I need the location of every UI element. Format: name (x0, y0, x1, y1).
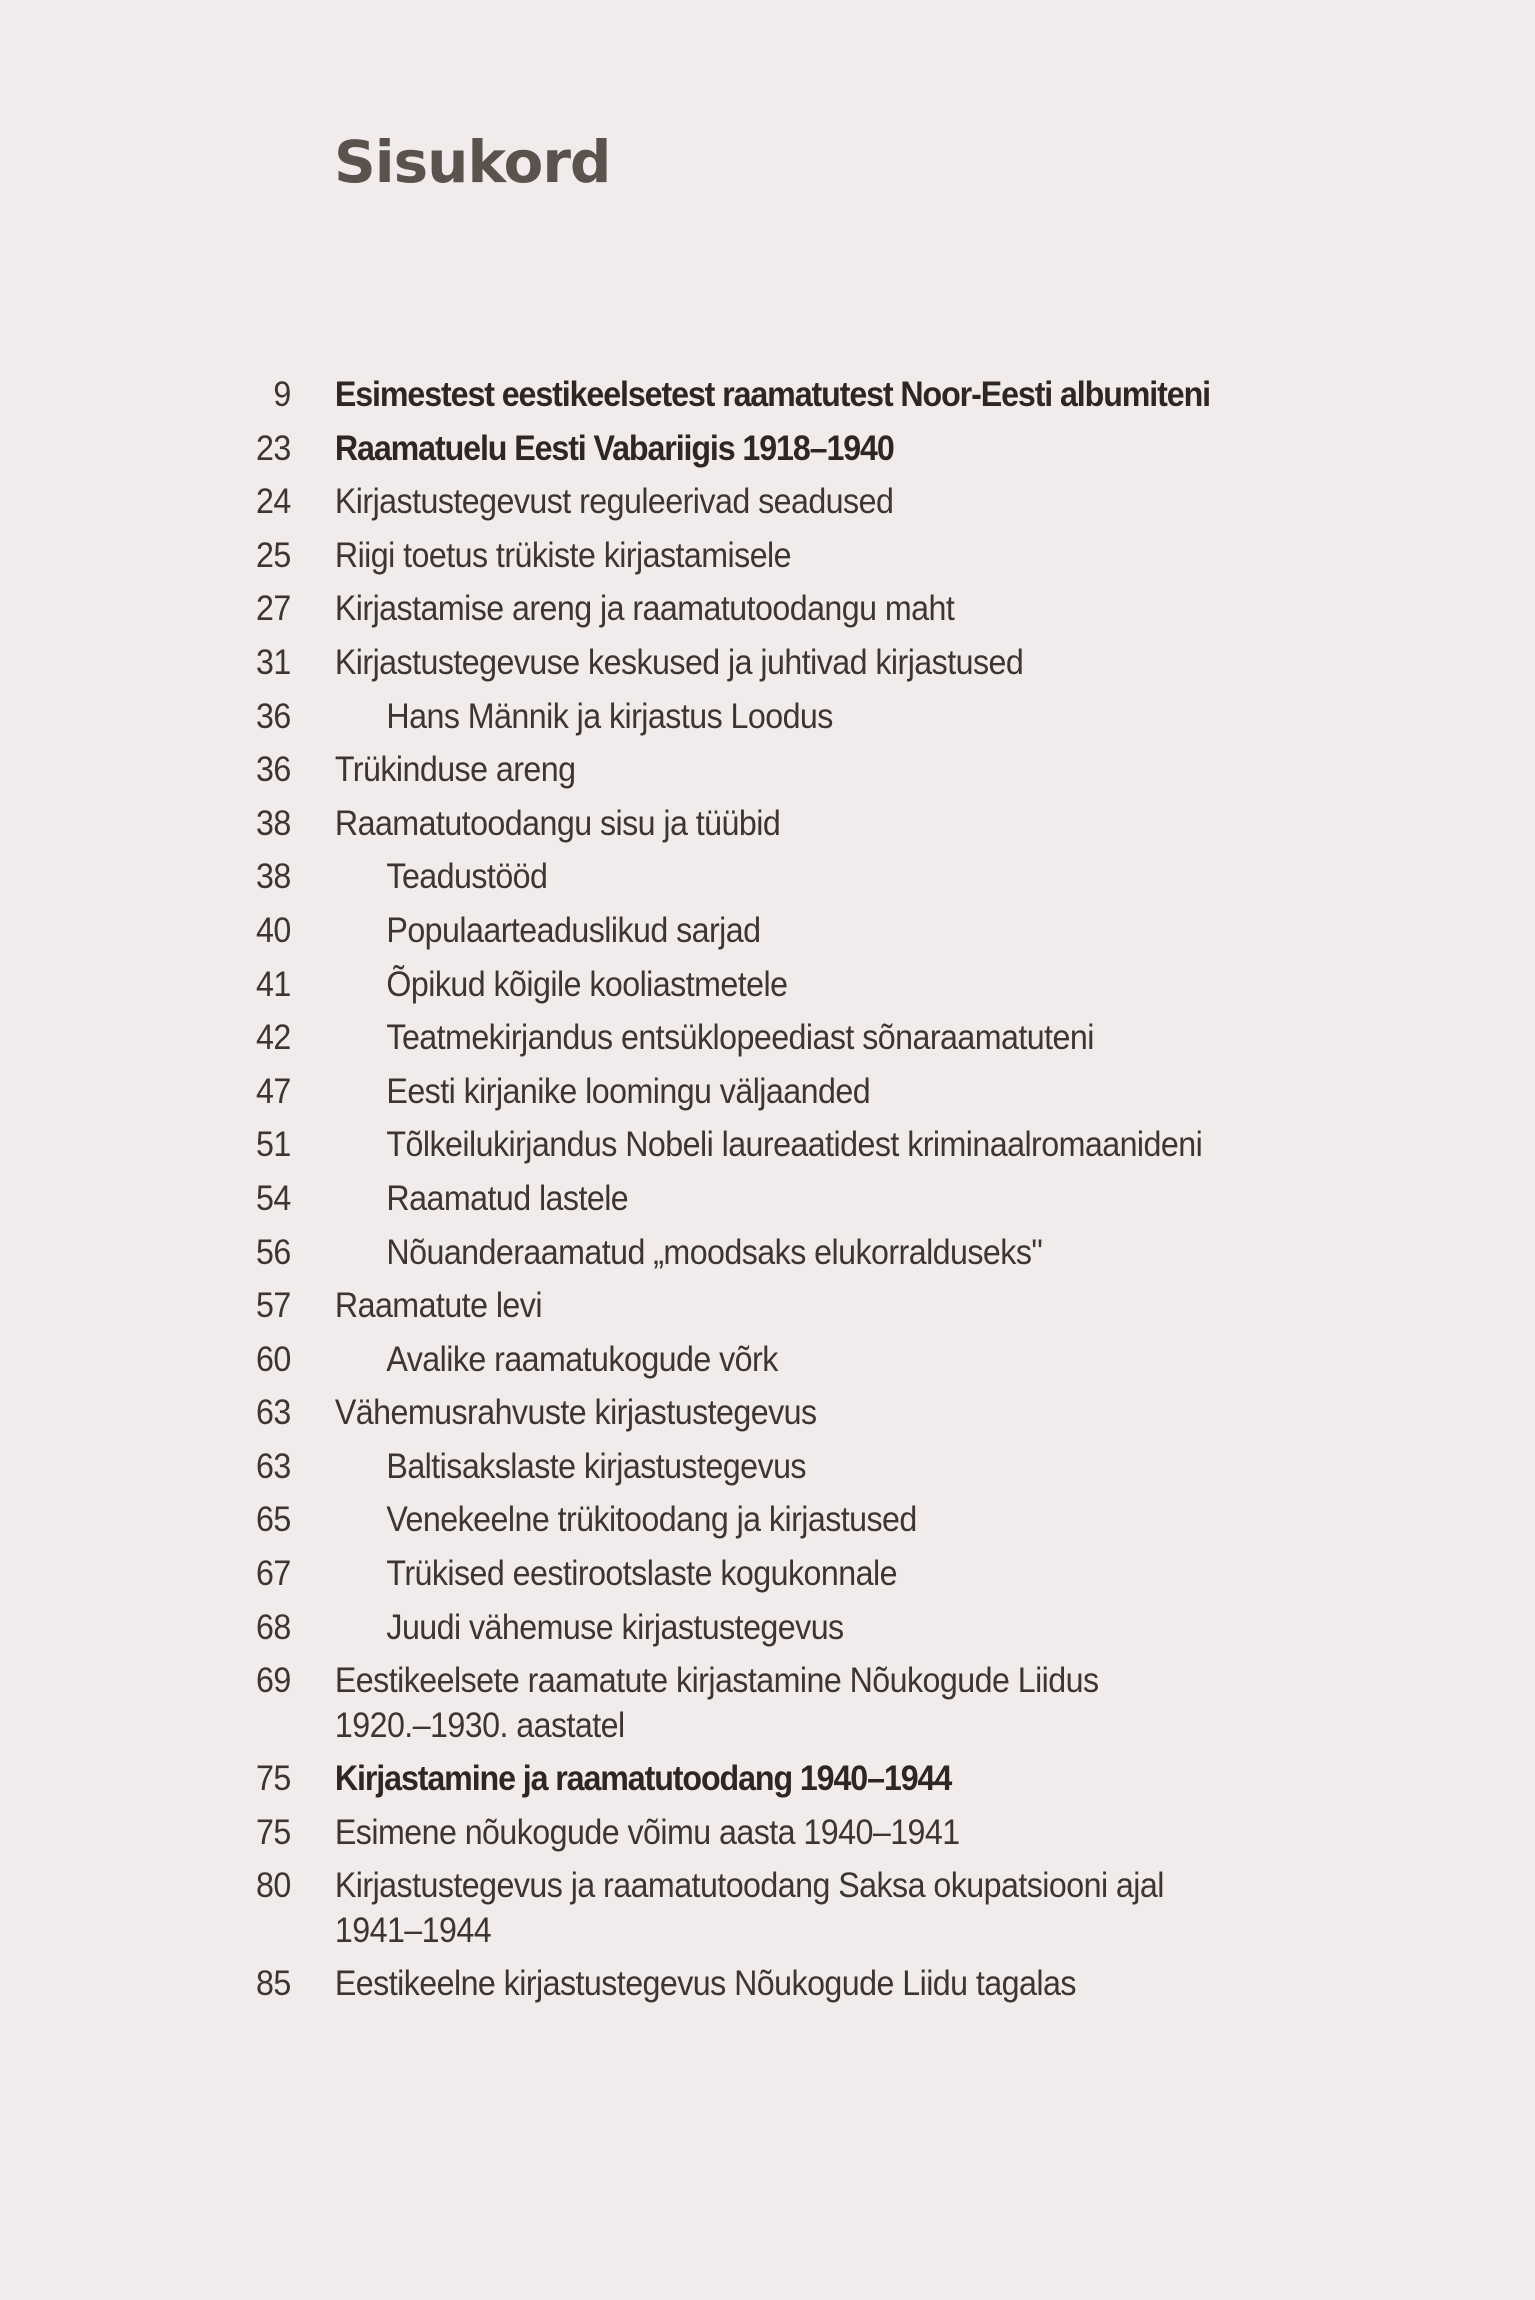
toc-entry-title-line: Teadustööd (386, 857, 548, 897)
toc-subentry (230, 1122, 1334, 1176)
toc-entry (230, 1810, 1334, 1864)
toc-entry-title-line: Raamatute levi (334, 1286, 542, 1326)
toc-entry-title (291, 1015, 1094, 1060)
toc-page-number: 42 (256, 1018, 291, 1058)
toc-page-number: 36 (256, 750, 291, 790)
toc-entry (230, 1863, 1334, 1961)
toc-entry-title-line: Trükised eestirootslaste kogukonnale (386, 1554, 897, 1594)
toc-entry (230, 479, 1334, 533)
toc-page-number: 41 (256, 964, 291, 1004)
toc-page-number: 38 (256, 803, 291, 843)
toc-entry-title-line: Nõuanderaamatud „moodsaks elukorralduseks" (386, 1232, 1043, 1272)
toc-entry-title (291, 1337, 778, 1382)
toc-entry-title-line: Teatmekirjandus entsüklopeediast sõnaraamatuteni (386, 1018, 1094, 1058)
toc-entry-title (291, 1497, 917, 1542)
toc-page-number: 56 (256, 1232, 291, 1272)
toc-page-number: 69 (256, 1661, 291, 1701)
toc-page-number: 27 (256, 589, 291, 629)
toc-page-number: 47 (256, 1071, 291, 1111)
toc-subentry (230, 1551, 1334, 1605)
toc-entry-title (291, 372, 1210, 417)
toc-entry-title-line: Hans Männik ja kirjastus Loodus (386, 696, 833, 736)
toc-entry-title-continuation: 1941–1944 (334, 1911, 492, 1951)
toc-entry-title (291, 908, 761, 953)
toc-entry-title-line: Populaarteaduslikud sarjad (386, 910, 761, 950)
toc-entry-title (291, 533, 791, 578)
toc-entry (230, 640, 1334, 694)
toc-page-number: 54 (256, 1178, 291, 1218)
toc-entry-title-continuation: 1920.–1930. aastatel (334, 1706, 625, 1746)
toc-page-number: 36 (256, 696, 291, 736)
toc-subentry (230, 1337, 1334, 1391)
toc-entry-title-line: Raamatud lastele (386, 1178, 629, 1218)
toc-page-number: 67 (256, 1554, 291, 1594)
toc-entry-title (291, 1390, 817, 1435)
toc-entry-title (291, 1551, 897, 1596)
toc-entry (230, 1961, 1334, 2015)
toc-entry-title (291, 1122, 1202, 1167)
toc-entry-title-line: Trükinduse areng (334, 750, 576, 790)
toc-entry-title (291, 1605, 844, 1650)
toc-entry (230, 1658, 1334, 1756)
toc-page-number: 40 (256, 910, 291, 950)
toc-subentry (230, 694, 1334, 748)
toc-page-number: 85 (256, 1964, 291, 2004)
toc-entry-title-line: Venekeelne trükitoodang ja kirjastused (386, 1500, 917, 1540)
toc-subentry (230, 1230, 1334, 1284)
toc-page-number: 9 (273, 375, 291, 414)
toc-subentry (230, 1605, 1334, 1659)
toc-entry-title (291, 1444, 806, 1489)
toc-page-number: 23 (256, 428, 291, 468)
toc-entry-title-line: Riigi toetus trükiste kirjastamisele (334, 535, 792, 575)
toc-page-number: 38 (256, 857, 291, 897)
toc-page-number: 60 (256, 1339, 291, 1379)
toc-entry-title-line: Baltisakslaste kirjastustegevus (386, 1446, 806, 1486)
toc-entry-title-line: Esimene nõukogude võimu aasta 1940–1941 (334, 1812, 960, 1852)
toc-entry (230, 426, 1334, 480)
toc-entry-title-line: Kirjastustegevuse keskused ja juhtivad kirjastused (334, 642, 1024, 682)
toc-entry (230, 1283, 1334, 1337)
toc-entry-title-line: Eestikeelsete raamatute kirjastamine Nõukogude Liidus (334, 1661, 1099, 1701)
toc-entry-title (291, 747, 576, 792)
toc-page-number: 51 (256, 1125, 291, 1165)
toc-entry (230, 747, 1334, 801)
toc-entry-title (291, 1230, 1043, 1275)
toc-entry-title-line: Avalike raamatukogude võrk (386, 1339, 778, 1379)
toc-entry (230, 372, 1334, 426)
toc-entry-title (291, 640, 1023, 685)
toc-page-number: 63 (256, 1393, 291, 1433)
toc-subentry (230, 1497, 1334, 1551)
toc-page-number: 75 (256, 1812, 291, 1852)
toc-page-number: 65 (256, 1500, 291, 1540)
toc-entry-title (291, 854, 548, 899)
toc-entry-title-line: Raamatuelu Eesti Vabariigis 1918–1940 (334, 428, 894, 468)
toc-entry (230, 1756, 1334, 1810)
toc-entry-title-line: Kirjastustegevust reguleerivad seadused (334, 482, 894, 522)
toc-entry-title (291, 1810, 960, 1855)
toc-entry-title (291, 1658, 1099, 1748)
table-of-contents (230, 372, 1430, 2015)
toc-entry-title (291, 962, 788, 1007)
toc-page-number: 25 (256, 535, 291, 575)
toc-entry-title-line: Esimestest eestikeelsetest raamatutest Noor-Eesti albumiteni (334, 375, 1210, 414)
toc-page-number: 24 (256, 482, 291, 522)
toc-page-number: 80 (256, 1866, 291, 1906)
toc-entry-title (291, 1961, 1076, 2006)
toc-entry-title (291, 1176, 628, 1221)
toc-entry-title-line: Raamatutoodangu sisu ja tüübid (334, 803, 781, 843)
toc-entry-title-line: Tõlkeilukirjandus Nobeli laureaatidest kriminaalromaanideni (386, 1125, 1203, 1165)
toc-subentry (230, 1069, 1334, 1123)
toc-subentry (230, 962, 1334, 1016)
toc-entry-title (291, 801, 780, 846)
toc-page-number: 75 (256, 1759, 291, 1799)
page-title: Sisukord (334, 128, 611, 196)
toc-entry-title-line: Kirjastamise areng ja raamatutoodangu maht (334, 589, 955, 629)
toc-entry-title (291, 694, 833, 739)
toc-page-number: 63 (256, 1446, 291, 1486)
toc-entry-title (291, 1756, 951, 1801)
toc-entry-title-line: Õpikud kõigile kooliastmetele (386, 964, 788, 1004)
toc-entry (230, 533, 1334, 587)
toc-entry-title-line: Eestikeelne kirjastustegevus Nõukogude Liidu tagalas (334, 1964, 1076, 2004)
toc-subentry (230, 1015, 1334, 1069)
toc-subentry (230, 1176, 1334, 1230)
toc-entry-title-line: Kirjastamine ja raamatutoodang 1940–1944 (334, 1759, 952, 1799)
toc-entry (230, 1390, 1334, 1444)
toc-entry-title-line: Kirjastustegevus ja raamatutoodang Saksa okupatsiooni ajal (334, 1866, 1164, 1906)
toc-entry-title (291, 1069, 870, 1114)
toc-entry-title (291, 1863, 1164, 1953)
toc-entry-title-line: Juudi vähemuse kirjastustegevus (386, 1607, 844, 1647)
toc-page-number: 57 (256, 1286, 291, 1326)
toc-entry-title (291, 426, 894, 471)
toc-entry-title-line: Eesti kirjanike loomingu väljaanded (386, 1071, 871, 1111)
toc-page-number: 68 (256, 1607, 291, 1647)
toc-subentry (230, 854, 1334, 908)
toc-subentry (230, 908, 1334, 962)
toc-entry-title-line: Vähemusrahvuste kirjastustegevus (334, 1393, 817, 1433)
toc-entry-title (291, 1283, 542, 1328)
toc-entry-title (291, 479, 894, 524)
toc-entry-title (291, 586, 955, 631)
toc-subentry (230, 1444, 1334, 1498)
toc-entry (230, 801, 1334, 855)
toc-page-number: 31 (256, 642, 291, 682)
toc-entry (230, 586, 1334, 640)
